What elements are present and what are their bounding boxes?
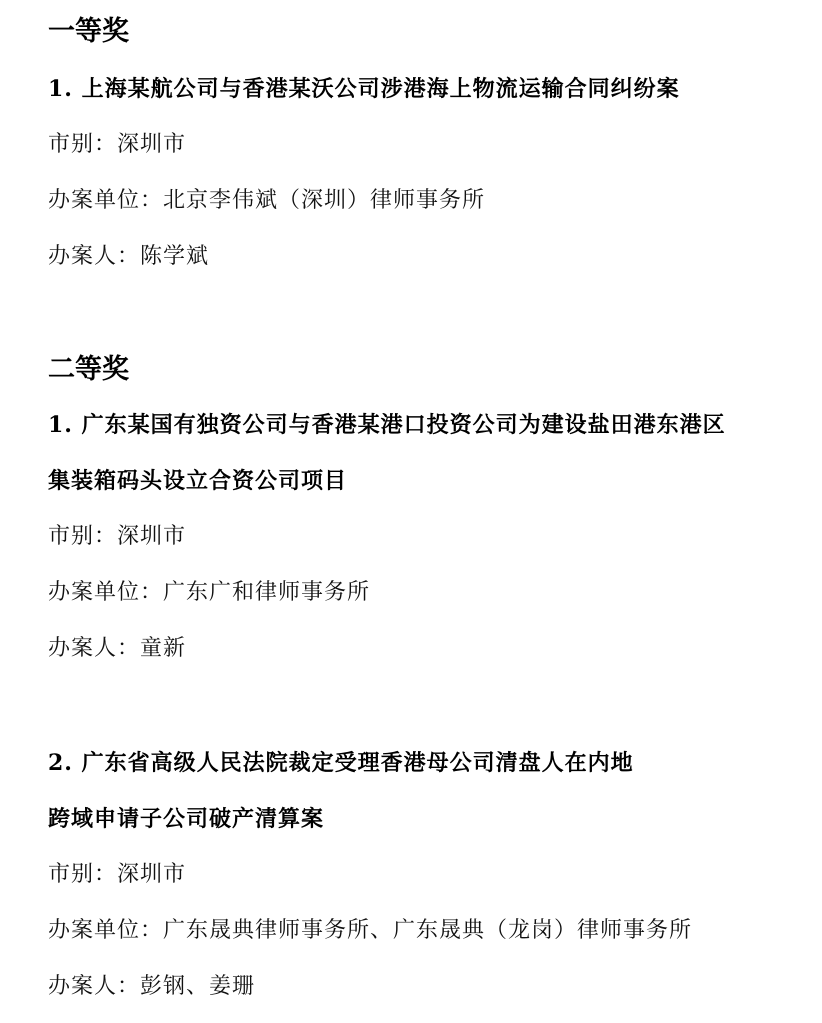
section-heading-second-prize: 二等奖	[48, 354, 129, 385]
case-lawyer: 办案人：童新	[48, 636, 187, 661]
case-city: 市别：深圳市	[48, 524, 187, 549]
case-title-continued: 跨域申请子公司破产清算案	[48, 806, 325, 832]
case-lawyer: 办案人：陈学斌	[48, 244, 210, 269]
section-heading-first-prize: 一等奖	[48, 16, 129, 47]
case-city: 市别：深圳市	[48, 862, 187, 887]
case-firm: 办案单位：北京李伟斌（深圳）律师事务所	[48, 188, 486, 213]
case-city: 市别：深圳市	[48, 132, 187, 157]
case-lawyer: 办案人：彭钢、姜珊	[48, 974, 256, 999]
case-title: 1. 广东某国有独资公司与香港某港口投资公司为建设盐田港东港区	[48, 412, 726, 438]
case-firm: 办案单位：广东广和律师事务所	[48, 580, 371, 605]
case-firm: 办案单位：广东晟典律师事务所、广东晟典（龙岗）律师事务所	[48, 918, 693, 943]
case-title: 1. 上海某航公司与香港某沃公司涉港海上物流运输合同纠纷案	[48, 76, 680, 102]
case-title: 2. 广东省高级人民法院裁定受理香港母公司清盘人在内地	[48, 750, 634, 776]
case-title-continued: 集装箱码头设立合资公司项目	[48, 468, 348, 494]
